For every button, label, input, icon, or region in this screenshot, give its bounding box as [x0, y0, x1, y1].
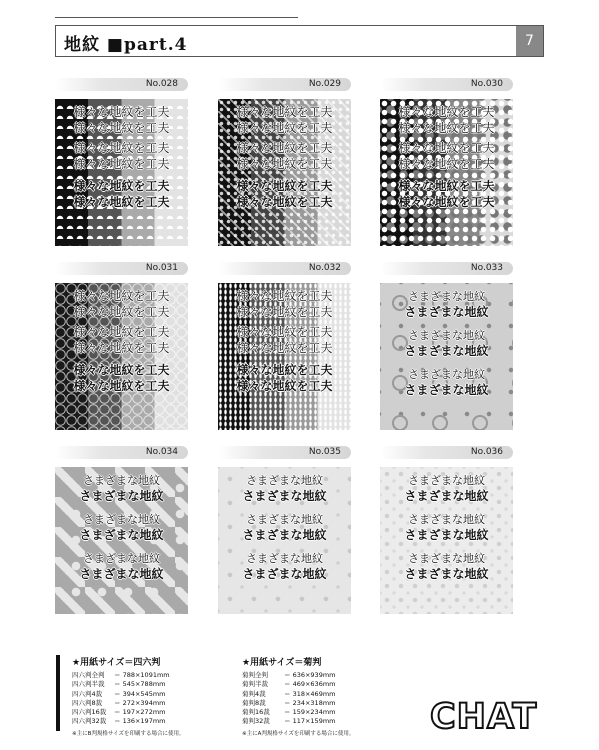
- caption: さまざまな地紋: [404, 383, 489, 397]
- paper-size-row: 菊判8裁 ＝ 234×318mm: [242, 698, 336, 707]
- paper-size-row: 四六判8裁 ＝ 272×394mm: [72, 698, 166, 707]
- pattern-sample: [380, 467, 513, 614]
- paper-size-title: ★用紙サイズ＝四六判: [72, 658, 161, 668]
- caption: さまざまな地紋: [408, 474, 485, 487]
- caption: さまざまな地紋: [408, 552, 485, 565]
- chat-logo: CHAT: [430, 697, 538, 737]
- pattern-item-031: [55, 262, 188, 430]
- caption: さまざまな地紋: [404, 567, 489, 581]
- caption: さまざまな地紋: [408, 290, 485, 303]
- caption: 様々な地紋を工夫: [236, 289, 333, 303]
- caption: さまざまな地紋: [246, 513, 323, 526]
- pattern-item-035: [218, 446, 351, 614]
- caption: さまざまな地紋: [408, 329, 485, 342]
- caption: さまざまな地紋: [83, 474, 160, 487]
- caption: 様々な地紋を工夫: [73, 379, 170, 393]
- caption: 様々な地紋を工夫: [398, 105, 495, 119]
- page-number: 7: [516, 26, 543, 56]
- pattern-number: No.028: [55, 78, 188, 91]
- caption: 様々な地紋を工夫: [236, 363, 333, 377]
- caption: 様々な地紋を工夫: [236, 325, 333, 339]
- caption: さまざまな地紋: [404, 305, 489, 319]
- pattern-item-030: [380, 78, 513, 246]
- caption: さまざまな地紋: [408, 368, 485, 381]
- pattern-item-033: [380, 262, 513, 430]
- paper-size-row: 四六判16裁 ＝ 197×272mm: [72, 708, 166, 717]
- caption: 様々な地紋を工夫: [398, 179, 495, 193]
- caption: 様々な地紋を工夫: [73, 121, 170, 135]
- pattern-number: No.036: [380, 446, 513, 459]
- pattern-sample: [380, 283, 513, 430]
- pattern-item-032: [218, 262, 351, 430]
- pattern-sample: [55, 99, 188, 246]
- caption: 様々な地紋を工夫: [398, 157, 495, 171]
- title-bar: [55, 25, 544, 57]
- caption: 様々な地紋を工夫: [73, 157, 170, 171]
- caption: 様々な地紋を工夫: [73, 325, 170, 339]
- caption: さまざまな地紋: [404, 344, 489, 358]
- pattern-sample: [218, 283, 351, 430]
- pattern-item-029: [218, 78, 351, 246]
- caption: さまざまな地紋: [79, 528, 164, 542]
- pattern-number: No.029: [218, 78, 351, 91]
- caption: 様々な地紋を工夫: [398, 141, 495, 155]
- caption: さまざまな地紋: [242, 489, 327, 503]
- paper-size-row: 菊判32裁 ＝ 117×159mm: [242, 717, 336, 726]
- paper-size-row: 菊判16裁 ＝ 159×234mm: [242, 708, 336, 717]
- caption: 様々な地紋を工夫: [73, 195, 170, 209]
- pattern-number: No.030: [380, 78, 513, 91]
- paper-size-shiroku: [56, 655, 226, 737]
- caption: さまざまな地紋: [246, 552, 323, 565]
- paper-size-row: 菊判4裁 ＝ 318×469mm: [242, 689, 336, 698]
- caption: 様々な地紋を工夫: [73, 289, 170, 303]
- accent-bar: [56, 655, 60, 731]
- paper-size-row: 四六判全判 ＝ 788×1091mm: [72, 671, 170, 679]
- caption: 様々な地紋を工夫: [73, 341, 170, 355]
- caption: さまざまな地紋: [404, 489, 489, 503]
- caption: 様々な地紋を工夫: [236, 105, 333, 119]
- paper-size-row: 菊判全判 ＝ 636×939mm: [242, 671, 336, 679]
- pattern-sample: [218, 467, 351, 614]
- pattern-sample: [218, 99, 351, 246]
- paper-size-note: ※主にA判規格サイズを印刷する場合に使用。: [242, 730, 355, 737]
- pattern-item-036: [380, 446, 513, 614]
- paper-size-row: 四六判32裁 ＝ 136×197mm: [72, 717, 166, 726]
- paper-size-note: ※主にB判規格サイズを印刷する場合に使用。: [72, 730, 185, 737]
- pattern-item-034: [55, 446, 188, 614]
- caption: 様々な地紋を工夫: [236, 141, 333, 155]
- pattern-number: No.035: [218, 446, 351, 459]
- pattern-number: No.033: [380, 262, 513, 275]
- caption: さまざまな地紋: [83, 513, 160, 526]
- caption: 様々な地紋を工夫: [73, 363, 170, 377]
- caption: 様々な地紋を工夫: [236, 195, 333, 209]
- caption: さまざまな地紋: [242, 528, 327, 542]
- caption: 様々な地紋を工夫: [73, 141, 170, 155]
- caption: 様々な地紋を工夫: [236, 179, 333, 193]
- caption: さまざまな地紋: [83, 552, 160, 565]
- pattern-number: No.031: [55, 262, 188, 275]
- paper-size-kiku: [226, 655, 396, 737]
- paper-size-title: ★用紙サイズ＝菊判: [242, 658, 322, 668]
- caption: さまざまな地紋: [242, 567, 327, 581]
- caption: さまざまな地紋: [404, 528, 489, 542]
- caption: 様々な地紋を工夫: [73, 179, 170, 193]
- caption: さまざまな地紋: [246, 474, 323, 487]
- pattern-sample: [380, 99, 513, 246]
- caption: さまざまな地紋: [408, 513, 485, 526]
- caption: 様々な地紋を工夫: [236, 379, 333, 393]
- caption: 様々な地紋を工夫: [73, 305, 170, 319]
- header-rule: [55, 17, 298, 18]
- caption: 様々な地紋を工夫: [398, 121, 495, 135]
- pattern-sample: [55, 467, 188, 614]
- pattern-sample: [55, 283, 188, 430]
- caption: さまざまな地紋: [79, 489, 164, 503]
- paper-size-row: 四六判半裁 ＝ 545×788mm: [72, 680, 166, 689]
- caption: 様々な地紋を工夫: [236, 341, 333, 355]
- caption: 様々な地紋を工夫: [236, 305, 333, 319]
- caption: 様々な地紋を工夫: [73, 105, 170, 119]
- page-title: 地紋 ■part.4: [64, 35, 188, 55]
- caption: 様々な地紋を工夫: [398, 195, 495, 209]
- caption: 様々な地紋を工夫: [236, 121, 333, 135]
- pattern-number: No.034: [55, 446, 188, 459]
- paper-size-row: 四六判4裁 ＝ 394×545mm: [72, 689, 166, 698]
- pattern-number: No.032: [218, 262, 351, 275]
- paper-size-row: 菊判半裁 ＝ 469×636mm: [242, 680, 336, 689]
- pattern-item-028: [55, 78, 188, 246]
- caption: 様々な地紋を工夫: [236, 157, 333, 171]
- caption: さまざまな地紋: [79, 567, 164, 581]
